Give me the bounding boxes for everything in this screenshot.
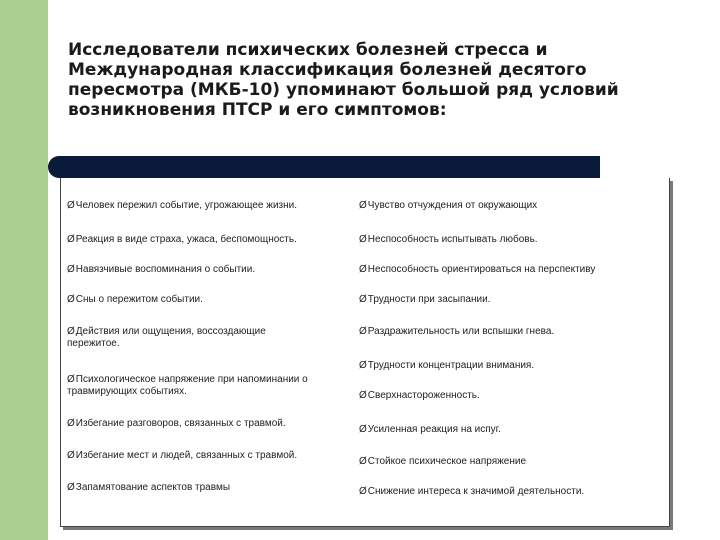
left-item-text: Запамятование аспектов травмы: [75, 482, 230, 493]
right-list-item: [359, 424, 664, 436]
right-item-text: Неспособность ориентироваться на перспективу: [367, 264, 596, 275]
left-list-item: [67, 450, 349, 462]
right-list-item: [359, 294, 664, 306]
right-item-text: Усиленная реакция на испуг.: [367, 424, 501, 435]
right-list-item: [359, 326, 664, 338]
bullet-arrow-icon: Ø: [67, 200, 75, 211]
right-list-item: [359, 486, 664, 498]
symptoms-panel: [60, 178, 670, 527]
left-list-item: [67, 482, 349, 494]
left-item-text: Избегание разговоров, связанных с травмой.: [75, 418, 286, 429]
left-list-item: [67, 374, 342, 398]
bullet-arrow-icon: Ø: [359, 326, 367, 337]
bullet-arrow-icon: Ø: [67, 374, 75, 385]
bullet-arrow-icon: Ø: [67, 264, 75, 275]
bullet-arrow-icon: Ø: [359, 456, 367, 467]
left-item-text: Избегание мест и людей, связанных с травмой.: [75, 450, 298, 461]
right-list-item: [359, 360, 664, 372]
bullet-arrow-icon: Ø: [359, 294, 367, 305]
right-item-text: Раздражительность или вспышки гнева.: [367, 326, 555, 337]
bullet-arrow-icon: Ø: [67, 418, 75, 429]
left-list-item: [67, 264, 349, 276]
left-item-text: Психологическое напряжение при напоминании о травмирующих событиях.: [67, 374, 308, 397]
left-item-text: Сны о пережитом событии.: [75, 294, 203, 305]
right-item-text: Снижение интереса к значимой деятельности.: [367, 486, 585, 497]
right-item-text: Сверхнастороженность.: [367, 390, 480, 401]
right-item-text: Стойкое психическое напряжение: [367, 456, 527, 467]
right-item-text: Неспособность испытывать любовь.: [367, 234, 538, 245]
left-list-item: [67, 294, 349, 306]
bullet-arrow-icon: Ø: [67, 450, 75, 461]
bullet-arrow-icon: Ø: [359, 390, 367, 401]
slide-title: Исследователи психических болезней стресса и Международная классификация болезней десятого пересмотра (МКБ-10) упоминают большой ряд условий возникновения ПТСР и его симптомов:: [68, 40, 619, 120]
title-divider-bar: [48, 156, 600, 178]
left-item-text: Навязчивые воспоминания о событии.: [75, 264, 256, 275]
right-list-item: [359, 456, 664, 468]
left-item-text: Человек пережил событие, угрожающее жизни.: [75, 200, 298, 211]
right-item-text: Трудности концентрации внимания.: [367, 360, 535, 371]
left-list-item: [67, 200, 349, 212]
bullet-arrow-icon: Ø: [67, 326, 75, 337]
right-list-item: [359, 264, 664, 276]
bullet-arrow-icon: Ø: [359, 486, 367, 497]
decorative-side-bar: [0, 0, 48, 540]
bullet-arrow-icon: Ø: [359, 424, 367, 435]
right-list-item: [359, 390, 664, 402]
left-list-item: [67, 234, 349, 246]
left-item-text: Действия или ощущения, воссоздающие пережитое.: [67, 326, 266, 349]
bullet-arrow-icon: Ø: [67, 294, 75, 305]
right-item-text: Трудности при засыпании.: [367, 294, 491, 305]
right-list-item: [359, 200, 664, 212]
bullet-arrow-icon: Ø: [359, 360, 367, 371]
bullet-arrow-icon: Ø: [359, 234, 367, 245]
left-list-item: [67, 326, 307, 350]
right-list-item: [359, 234, 664, 246]
right-item-text: Чувство отчуждения от окружающих: [367, 200, 538, 211]
bullet-arrow-icon: Ø: [67, 482, 75, 493]
bullet-arrow-icon: Ø: [359, 200, 367, 211]
bullet-arrow-icon: Ø: [67, 234, 75, 245]
bullet-arrow-icon: Ø: [359, 264, 367, 275]
left-list-item: [67, 418, 349, 430]
left-item-text: Реакция в виде страха, ужаса, беспомощность.: [75, 234, 297, 245]
